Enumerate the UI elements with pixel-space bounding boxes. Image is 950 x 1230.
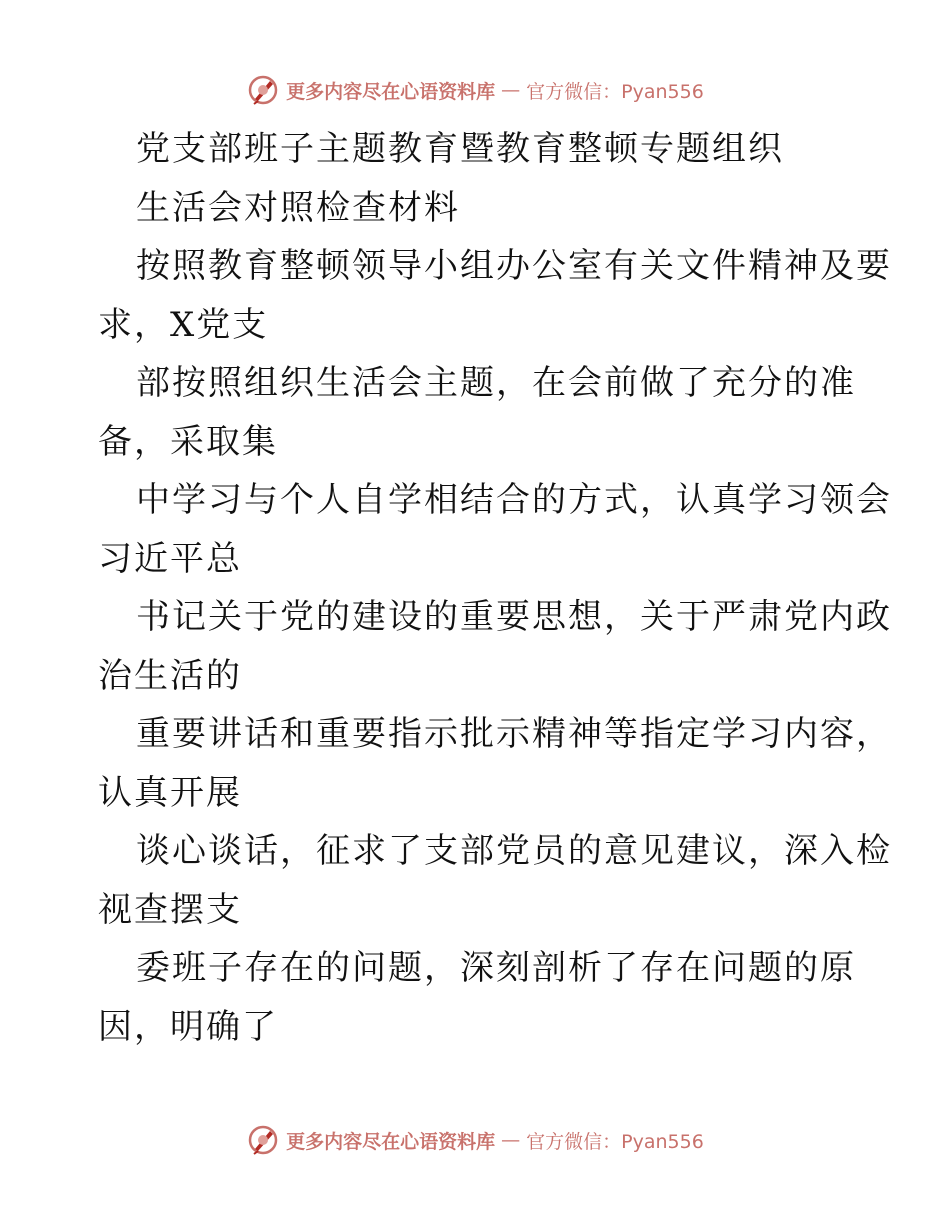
body-line: 重要讲话和重要指示批示精神等指定学习内容， bbox=[136, 714, 892, 754]
header-banner-wechat: 官方微信：Pyan556 bbox=[526, 80, 704, 103]
body-line: 视查摆支 bbox=[98, 889, 242, 930]
body-line: 因，明确了 bbox=[98, 1006, 278, 1047]
header-banner bbox=[0, 70, 950, 110]
body-line: 求，X党支 bbox=[98, 304, 269, 345]
footer-banner-inner bbox=[246, 1123, 704, 1157]
body-line: 习近平总 bbox=[98, 538, 242, 579]
footer-banner-wechat: 官方微信：Pyan556 bbox=[526, 1130, 704, 1153]
title-line-2: 生活会对照检查材料 bbox=[136, 187, 460, 228]
header-banner-text: 更多内容尽在心语资料库 bbox=[286, 80, 496, 103]
header-banner-separator: — bbox=[501, 79, 521, 101]
body-line: 部按照组织生活会主题，在会前做了充分的准 bbox=[136, 363, 856, 403]
body-line: 治生活的 bbox=[98, 655, 242, 696]
feather-pen-logo-icon bbox=[246, 73, 280, 107]
header-banner-inner bbox=[246, 73, 704, 107]
body-line: 书记关于党的建设的重要思想，关于严肃党内政 bbox=[136, 597, 892, 637]
body-line: 备，采取集 bbox=[98, 421, 278, 462]
footer-banner-text: 更多内容尽在心语资料库 bbox=[286, 1130, 496, 1153]
document-body bbox=[98, 120, 892, 1056]
feather-pen-logo-icon bbox=[246, 1123, 280, 1157]
body-line: 认真开展 bbox=[98, 772, 242, 813]
body-line: 按照教育整顿领导小组办公室有关文件精神及要 bbox=[136, 246, 892, 286]
footer-banner-separator: — bbox=[501, 1129, 521, 1151]
body-line: 委班子存在的问题，深刻剖析了存在问题的原 bbox=[136, 948, 856, 988]
title-line-1: 党支部班子主题教育暨教育整顿专题组织 bbox=[136, 129, 784, 169]
body-line: 中学习与个人自学相结合的方式，认真学习领会 bbox=[136, 480, 892, 520]
body-line: 谈心谈话，征求了支部党员的意见建议，深入检 bbox=[136, 831, 892, 871]
footer-banner bbox=[0, 1120, 950, 1160]
